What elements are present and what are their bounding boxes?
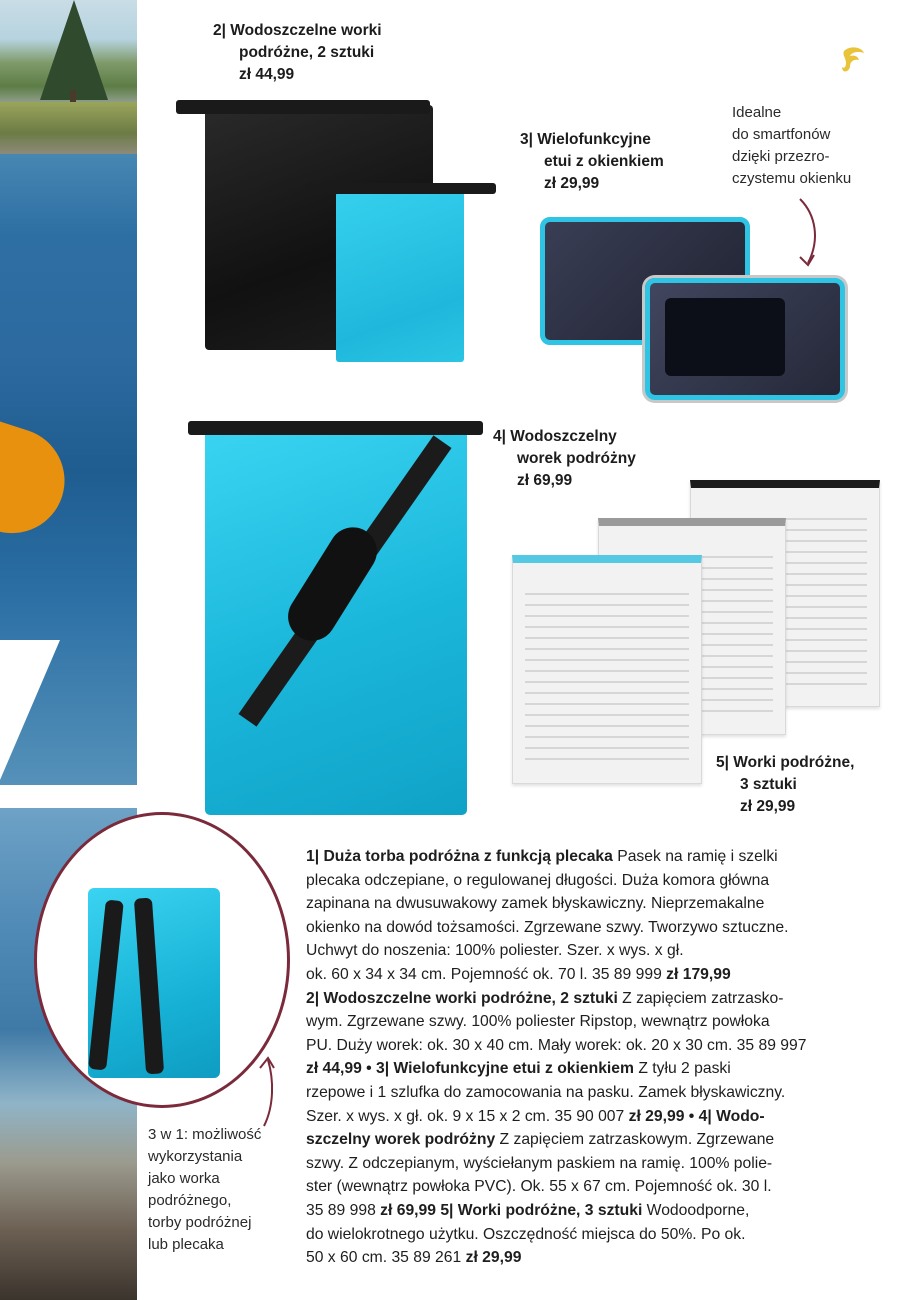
desc-l10-t: Z tyłu 2 paski	[633, 1060, 731, 1078]
desc-l16-t2: Wodoodporne,	[642, 1201, 750, 1219]
desc-l15: ster (wewnątrz powłoka PVC). Ok. 55 x 67 cm. Pojemność ok. 30 l.	[306, 1178, 772, 1196]
caption-arrow-icon	[250, 1050, 290, 1130]
desc-l1-b: 1| Duża torba podróżna z funkcją plecaka	[306, 848, 613, 865]
product5-price: zł 29,99	[740, 798, 796, 815]
desc-l18-t: 50 x 60 cm. 35 89 261	[306, 1249, 466, 1267]
shore-shape	[0, 102, 137, 154]
product4-price: zł 69,99	[517, 472, 573, 489]
kayak-shape	[0, 408, 78, 546]
product4-label	[493, 426, 683, 492]
desc-l14: szwy. Z odczepianym, wyściełanym paskiem na ramię. 100% polie-	[306, 1154, 773, 1172]
product-description	[306, 845, 878, 1270]
product3-line2: etui z okienkiem	[544, 153, 664, 170]
product2-line1: Wodoszczelne worki	[230, 22, 382, 39]
note-line4: czystemu okienku	[732, 170, 852, 187]
big-bag-top-strap	[188, 421, 483, 435]
blue-dry-bag	[336, 192, 464, 362]
blue-bag-strap	[306, 183, 496, 194]
desc-l16-b: zł 69,99 5| Worki podróżne, 3 sztuki	[380, 1201, 643, 1219]
product5-line2: 3 sztuki	[740, 776, 797, 793]
desc-l1-t: Pasek na ramię i szelki	[612, 848, 778, 865]
product5-line1: Worki podróżne,	[733, 754, 855, 771]
black-bag-strap	[176, 100, 430, 114]
product5-label	[716, 752, 906, 818]
desc-l17: do wielokrotnego użytku. Oszczędność miejsca do 50%. Po ok.	[306, 1225, 746, 1243]
note-line3: dzięki przezro-	[732, 148, 830, 165]
desc-l13-b: szczelny worek podróżny	[306, 1131, 496, 1149]
desc-l8: wym. Zgrzewane szwy. 100% poliester Ripstop, wewnątrz powłoka	[306, 1013, 770, 1031]
photo-cut	[0, 640, 60, 780]
desc-l6-b: zł 179,99	[666, 965, 731, 983]
product4-line1: Wodoszczelny	[510, 428, 617, 445]
product3-price: zł 29,99	[544, 175, 600, 192]
tchibo-logo-icon	[836, 43, 870, 77]
desc-l13-t: Z zapięciem zatrzaskowym. Zgrzewane	[495, 1131, 775, 1149]
desc-l9: PU. Duży worek: ok. 30 x 40 cm. Mały worek: ok. 20 x 30 cm. 35 89 997	[306, 1036, 807, 1054]
note-line2: do smartfonów	[732, 126, 831, 143]
caption-line4: podróżnego,	[148, 1192, 232, 1209]
case-window	[665, 298, 785, 376]
caption-line5: torby podróżnej	[148, 1214, 252, 1231]
desc-l4: okienko na dowód tożsamości. Zgrzewane szwy. Tworzywo sztuczne.	[306, 918, 789, 936]
product3-line1: Wielofunkcyjne	[537, 131, 651, 148]
product2-price: zł 44,99	[239, 66, 295, 83]
desc-l3: zapinana na dwusuwakowy zamek błyskawiczny. Nieprzemakalne	[306, 895, 765, 913]
curved-arrow-icon	[780, 195, 830, 275]
desc-l5: Uchwyt do noszenia: 100% poliester. Szer. x wys. x gł.	[306, 942, 684, 960]
desc-l7-t: Z zapięciem zatrzasko-	[617, 989, 784, 1007]
product4-num: 4|	[493, 428, 506, 445]
desc-l7-b: 2| Wodoszczelne worki podróżne, 2 sztuki	[306, 989, 618, 1007]
desc-l10-b: zł 44,99 • 3| Wielofunkcyjne etui z okienkiem	[306, 1060, 634, 1078]
desc-l18-b: zł 29,99	[465, 1249, 522, 1267]
product2-line2: podróżne, 2 sztuki	[239, 44, 375, 61]
product3-num: 3|	[520, 131, 533, 148]
product3-label	[520, 129, 710, 195]
caption-line2: wykorzystania	[148, 1148, 243, 1165]
desc-l12-t: Szer. x wys. x gł. ok. 9 x 15 x 2 cm. 35 90 007	[306, 1107, 629, 1125]
product2-num: 2|	[213, 22, 226, 39]
desc-l11: rzepowe i 1 szlufka do zamocowania na pasku. Zamek błyskawiczny.	[306, 1083, 786, 1101]
product3-note	[732, 102, 902, 190]
caption-line3: jako worka	[148, 1170, 220, 1187]
backpack-caption	[148, 1124, 298, 1256]
caption-line6: lub plecaka	[148, 1236, 224, 1253]
caption-line1: 3 w 1: możliwość	[148, 1126, 262, 1143]
note-line1: Idealne	[732, 104, 782, 121]
lake-photo-top	[0, 0, 137, 785]
vacuum-bag-small	[512, 555, 702, 784]
product2-label	[213, 20, 443, 86]
product5-num: 5|	[716, 754, 729, 771]
product4-line2: worek podróżny	[517, 450, 636, 467]
tree-shape	[40, 0, 108, 100]
desc-l16-t: 35 89 998	[306, 1201, 381, 1219]
desc-l6-t: ok. 60 x 34 x 34 cm. Pojemność ok. 70 l. 35 89 999	[306, 965, 667, 983]
desc-l2: plecaka odczepiane, o regulowanej długości. Duża komora główna	[306, 871, 770, 889]
desc-l12-b: zł 29,99 • 4| Wodo-	[628, 1107, 765, 1125]
